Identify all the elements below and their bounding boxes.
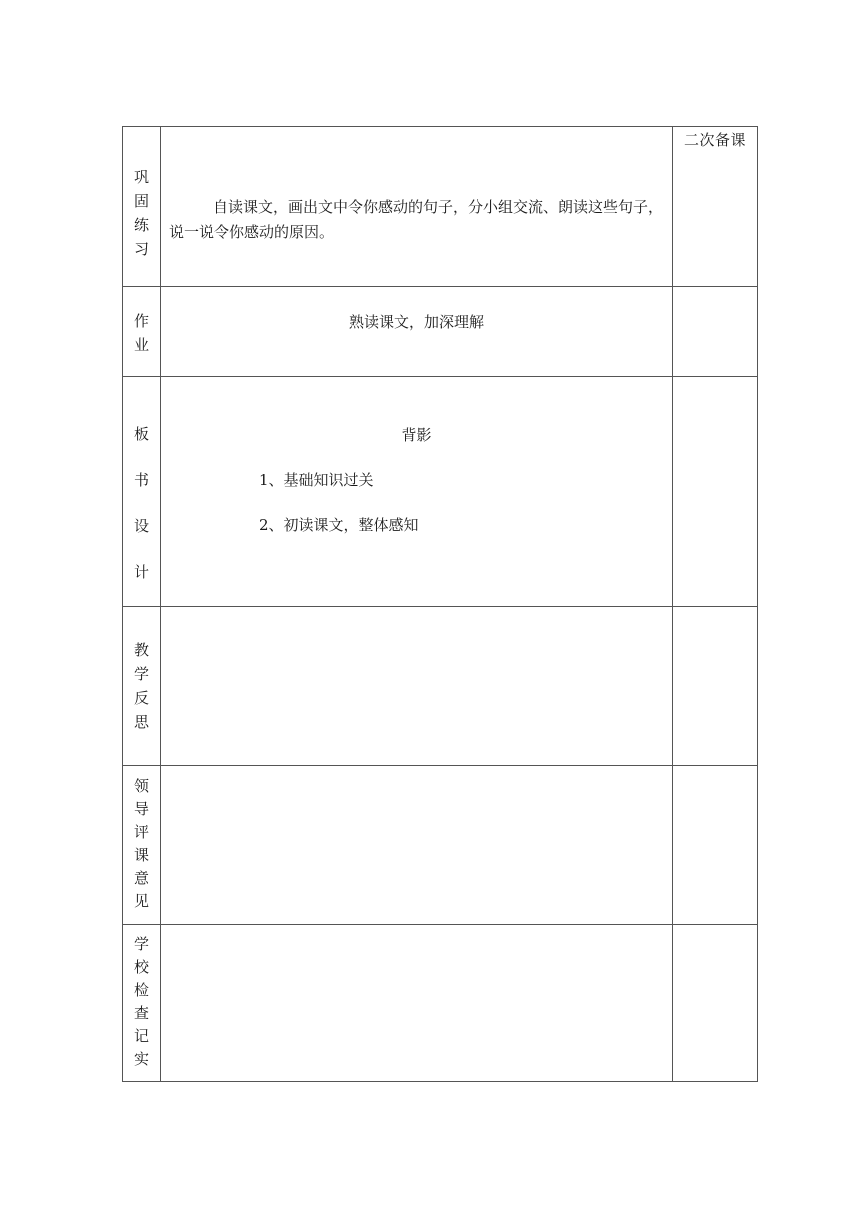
- homework-side-cell: [673, 287, 757, 376]
- practice-side-cell: [673, 127, 757, 286]
- practice-label: 巩 固 练 习: [133, 168, 149, 258]
- school-check-side-cell: [673, 925, 757, 1081]
- row-reflection: [123, 606, 757, 765]
- board-side-cell: [673, 377, 757, 606]
- board-item-2: 2、初读课文，整体感知: [259, 516, 419, 534]
- side-column-title: 二次备课: [683, 131, 746, 149]
- board-label: 板 书 设 计: [133, 425, 149, 581]
- practice-content-cell: [161, 127, 673, 286]
- school-check-label-cell: [123, 925, 161, 1081]
- reflection-side-cell: [673, 607, 757, 765]
- homework-content-cell: [161, 287, 673, 376]
- leader-review-label: 领 导 评 课 意 见: [133, 777, 149, 910]
- row-school-check: [123, 924, 757, 1081]
- leader-review-side-cell: [673, 766, 757, 924]
- leader-review-content-cell: [161, 766, 673, 924]
- reflection-content-cell: [161, 607, 673, 765]
- homework-label: 作 业: [133, 312, 149, 354]
- board-item-1: 1、基础知识过关: [259, 471, 374, 489]
- board-content-cell: [161, 377, 673, 606]
- reflection-label: 教 学 反 思: [133, 641, 149, 731]
- homework-content: 熟读课文，加深理解: [348, 313, 484, 331]
- school-check-content-cell: [161, 925, 673, 1081]
- practice-content: 自读课文，画出文中令你感动的句子，分小组交流、朗读这些句子，说一说令你感动的原因。: [169, 198, 664, 241]
- practice-label-cell: [123, 127, 161, 286]
- board-label-cell: [123, 377, 161, 606]
- row-practice: [123, 127, 757, 286]
- reflection-label-cell: [123, 607, 161, 765]
- homework-label-cell: [123, 287, 161, 376]
- leader-review-label-cell: [123, 766, 161, 924]
- school-check-label: 学 校 检 查 记 实: [133, 935, 149, 1068]
- row-board: [123, 376, 757, 606]
- row-leader-review: [123, 765, 757, 924]
- board-title: 背影: [401, 426, 432, 444]
- row-homework: [123, 286, 757, 376]
- lesson-plan-table: [122, 126, 758, 1082]
